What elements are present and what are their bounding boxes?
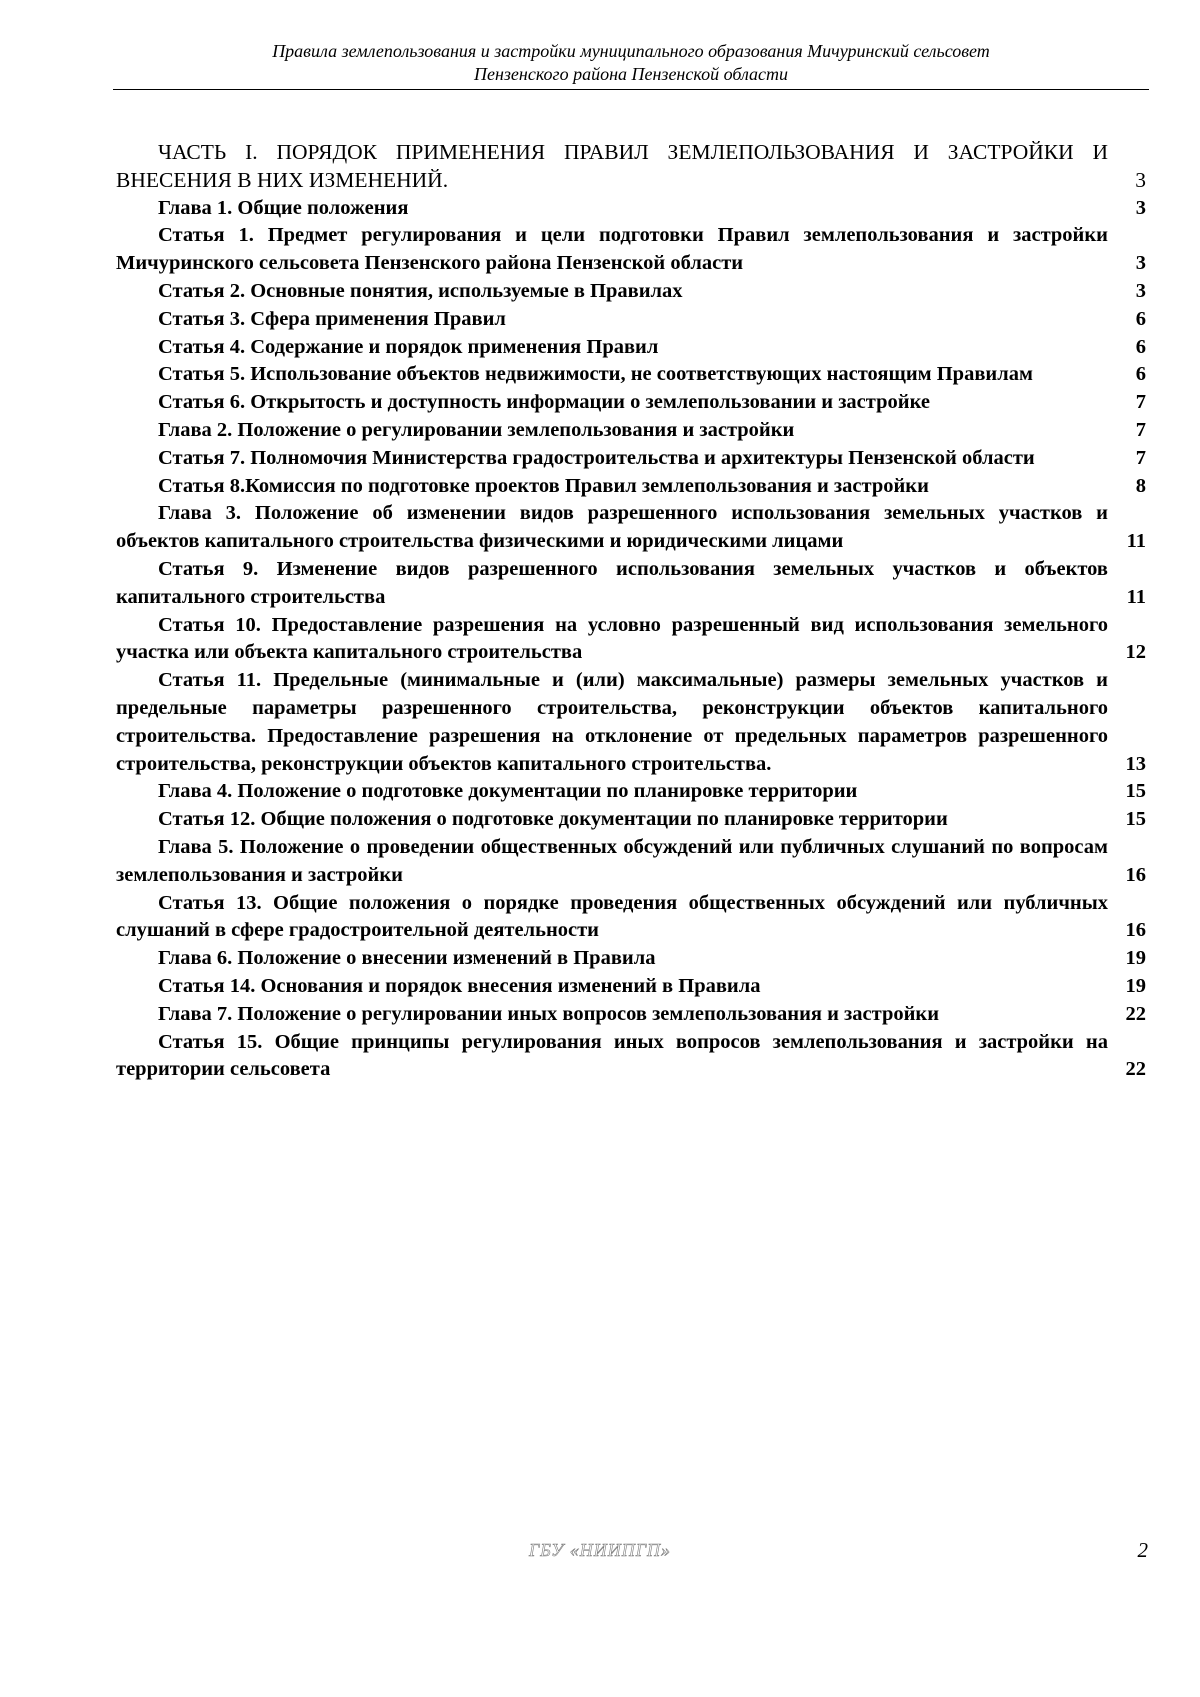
header-line-1: Правила землепользования и застройки муниципального образования Мичуринский сельсовет bbox=[272, 41, 990, 61]
toc-entry-title: Статья 7. Полномочия Министерства градостроительства и архитектуры Пензенской области bbox=[158, 446, 1035, 469]
toc-entry-title: Статья 5. Использование объектов недвижимости, не соответствующих настоящим Правилам bbox=[158, 363, 1033, 386]
footer-organization: ГБУ «НИИПГП» bbox=[529, 1540, 671, 1560]
toc-entry-article[interactable] bbox=[116, 389, 1162, 417]
toc-entry-title: Глава 2. Положение о регулировании землепользования и застройки bbox=[158, 418, 795, 441]
toc-page-number: 6 bbox=[1135, 307, 1146, 330]
toc-entry-title: Глава 1. Общие положения bbox=[158, 196, 409, 219]
toc-entry-chapter[interactable] bbox=[116, 500, 1162, 556]
toc-entry-article[interactable] bbox=[116, 556, 1162, 612]
toc-page-number: 8 bbox=[1135, 474, 1146, 497]
toc-entry-chapter[interactable] bbox=[116, 195, 1162, 223]
toc-entry-title: Статья 4. Содержание и порядок применения Правил bbox=[158, 335, 659, 358]
toc-entry-title: Статья 15. Общие принципы регулирования иных вопросов землепользования и застройки на территории сельсовета bbox=[116, 1030, 1108, 1081]
toc-entry-article[interactable] bbox=[116, 973, 1162, 1001]
toc-page-number: 6 bbox=[1135, 363, 1146, 386]
toc-entry-title: Статья 13. Общие положения о порядке проведения общественных обсуждений или публичных слушаний в сфере градостроительной деятельности bbox=[116, 891, 1108, 942]
toc-page-number: 15 bbox=[1125, 780, 1146, 803]
table-of-contents bbox=[116, 139, 1162, 1084]
toc-entry-article[interactable] bbox=[116, 612, 1162, 668]
toc-entry-title: Глава 5. Положение о проведении общественных обсуждений или публичных слушаний по вопросам землепользования и застройки bbox=[116, 835, 1108, 886]
toc-entry-title: Статья 6. Открытость и доступность информации о землепользовании и застройке bbox=[158, 391, 930, 414]
toc-entry-title: Статья 11. Предельные (минимальные и (или) максимальные) размеры земельных участков и предельные параметры разрешенного строительства, реконструкции объектов капитального строительства. Предоставление разрешения на отклонение от предельных параметров разрешенного строительства, реконструкции объектов капитального строительства. bbox=[116, 669, 1108, 775]
toc-page-number: 12 bbox=[1125, 641, 1146, 664]
toc-page-number: 19 bbox=[1125, 947, 1146, 970]
toc-entry-title: Статья 1. Предмет регулирования и цели подготовки Правил землепользования и застройки Мичуринского сельсовета Пензенского района Пензенской области bbox=[116, 224, 1108, 275]
toc-entry-article[interactable] bbox=[116, 1029, 1162, 1085]
toc-entry-article[interactable] bbox=[116, 278, 1162, 306]
toc-page-number: 16 bbox=[1125, 863, 1146, 886]
toc-page-number: 22 bbox=[1125, 1002, 1146, 1025]
toc-page-number: 11 bbox=[1126, 530, 1146, 553]
header-rule bbox=[113, 89, 1149, 90]
toc-entry-title: Глава 4. Положение о подготовке документации по планировке территории bbox=[158, 780, 858, 803]
toc-page-number: 3 bbox=[1135, 279, 1146, 302]
toc-entry-title: Статья 2. Основные понятия, используемые в Правилах bbox=[158, 279, 683, 302]
toc-entry-title: Статья 10. Предоставление разрешения на условно разрешенный вид использования земельного участка или объекта капитального строительства bbox=[116, 613, 1108, 664]
toc-entry-article[interactable] bbox=[116, 306, 1162, 334]
toc-page-number: 19 bbox=[1125, 974, 1146, 997]
toc-page-number: 3 bbox=[1135, 196, 1146, 219]
toc-entry-article[interactable] bbox=[116, 334, 1162, 362]
toc-entry-article[interactable] bbox=[116, 445, 1162, 473]
toc-entry-title: Статья 12. Общие положения о подготовке документации по планировке территории bbox=[158, 808, 948, 831]
toc-entry-chapter[interactable] bbox=[116, 945, 1162, 973]
toc-page-number: 3 bbox=[1135, 167, 1146, 192]
toc-entry-title: Глава 3. Положение об изменении видов разрешенного использования земельных участков и объектов капитального строительства физическими и юридическими лицами bbox=[116, 502, 1108, 553]
toc-entry-part[interactable] bbox=[116, 139, 1162, 195]
toc-entry-article[interactable] bbox=[116, 222, 1162, 278]
header-line-2: Пензенского района Пензенской области bbox=[473, 64, 789, 84]
toc-page-number: 11 bbox=[1126, 585, 1146, 608]
toc-entry-article[interactable] bbox=[116, 890, 1162, 946]
toc-entry-chapter[interactable] bbox=[116, 834, 1162, 890]
toc-entry-title: Статья 3. Сфера применения Правил bbox=[158, 307, 506, 330]
toc-entry-title: Статья 14. Основания и порядок внесения изменений в Правила bbox=[158, 974, 761, 997]
toc-entry-chapter[interactable] bbox=[116, 417, 1162, 445]
toc-entry-chapter[interactable] bbox=[116, 1001, 1162, 1029]
toc-page-number: 15 bbox=[1125, 808, 1146, 831]
toc-entry-article[interactable] bbox=[116, 361, 1162, 389]
toc-entry-article[interactable] bbox=[116, 667, 1162, 778]
toc-page-number: 22 bbox=[1125, 1058, 1146, 1081]
toc-entry-title: ЧАСТЬ I. ПОРЯДОК ПРИМЕНЕНИЯ ПРАВИЛ ЗЕМЛЕПОЛЬЗОВАНИЯ И ЗАСТРОЙКИ И ВНЕСЕНИЯ В НИХ ИЗМЕНЕНИЙ. bbox=[116, 140, 1108, 192]
toc-entry-chapter[interactable] bbox=[116, 778, 1162, 806]
toc-entry-title: Глава 6. Положение о внесении изменений в Правила bbox=[158, 947, 656, 970]
toc-page-number: 6 bbox=[1135, 335, 1146, 358]
toc-entry-title: Глава 7. Положение о регулировании иных вопросов землепользования и застройки bbox=[158, 1002, 940, 1025]
toc-entry-title: Статья 9. Изменение видов разрешенного использования земельных участков и объектов капитального строительства bbox=[116, 557, 1108, 608]
page-number: 2 bbox=[1137, 1538, 1148, 1562]
toc-page-number: 7 bbox=[1135, 391, 1146, 414]
toc-page-number: 13 bbox=[1125, 752, 1146, 775]
toc-entry-article[interactable] bbox=[116, 806, 1162, 834]
toc-page-number: 3 bbox=[1135, 252, 1146, 275]
toc-entry-title: Статья 8.Комиссия по подготовке проектов Правил землепользования и застройки bbox=[158, 474, 929, 497]
toc-page-number: 7 bbox=[1135, 418, 1146, 441]
toc-page-number: 7 bbox=[1135, 446, 1146, 469]
toc-entry-article[interactable] bbox=[116, 473, 1162, 501]
running-header bbox=[116, 40, 1146, 86]
toc-page-number: 16 bbox=[1125, 919, 1146, 942]
